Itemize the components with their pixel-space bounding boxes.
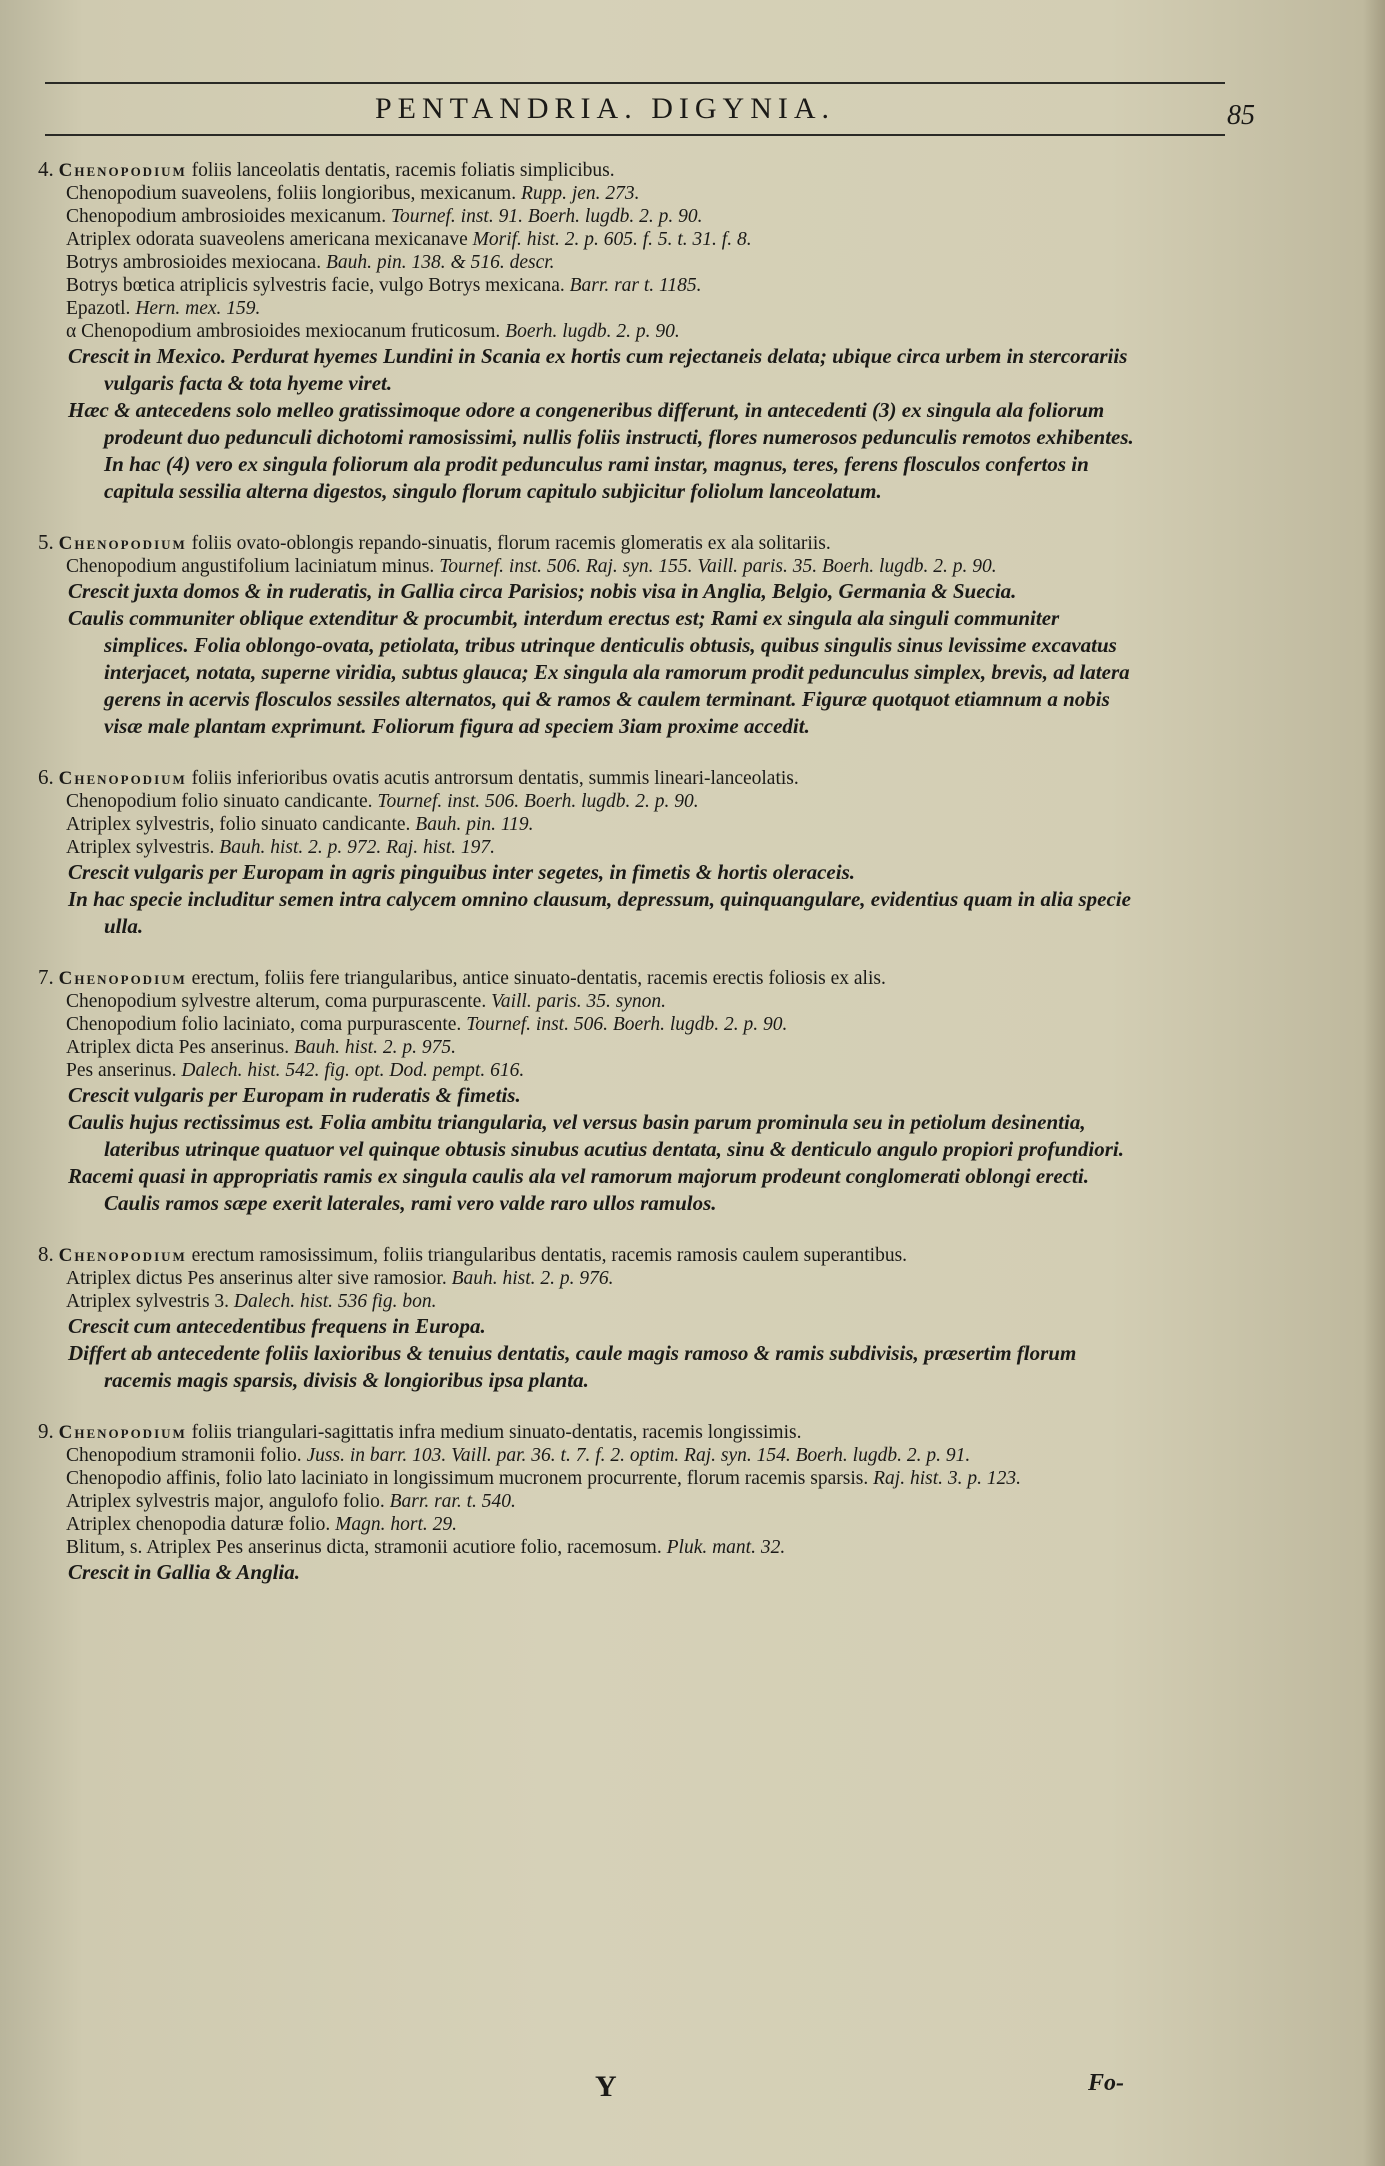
- synonym-line: [66, 1290, 1143, 1313]
- synonym-name: Chenopodium suaveolens, foliis longioribus, mexicanum.: [66, 183, 517, 204]
- species-entry: [38, 1420, 1143, 1586]
- observation-paragraph: Crescit in Mexico. Perdurat hyemes Lundini in Scania ex hortis cum rejectaneis delata; ubique circa urbem in stercorariis vulgaris facta & tota hyeme viret.: [68, 344, 1128, 395]
- synonym-reference: Pluk. mant. 32.: [666, 1537, 786, 1558]
- genus-name: Chenopodium: [58, 768, 187, 789]
- genus-name: Chenopodium: [58, 1422, 187, 1443]
- synonym-line: [66, 182, 1143, 205]
- species-diagnosis: [38, 158, 1143, 182]
- observation-paragraph: Crescit juxta domos & in ruderatis, in Gallia circa Parisios; nobis visa in Anglia, Belgio, Germania & Suecia.: [68, 579, 1017, 603]
- running-header: [45, 70, 1255, 140]
- synonym-reference: Tournef. inst. 506. Raj. syn. 155. Vaill. paris. 35. Boerh. lugdb. 2. p. 90.: [439, 556, 997, 577]
- synonym-line: [66, 1059, 1143, 1082]
- observation-paragraph: Crescit vulgaris per Europam in agris pinguibus inter segetes, in fimetis & hortis oleraceis.: [68, 860, 856, 884]
- synonym-reference: Bauh. hist. 2. p. 975.: [294, 1037, 456, 1058]
- synonym-reference: Vaill. paris. 35. synon.: [491, 991, 667, 1012]
- synonym-line: [66, 790, 1143, 813]
- synonym-reference: Bauh. hist. 2. p. 976.: [451, 1268, 614, 1289]
- synonym-name: Atriplex sylvestris 3.: [66, 1291, 230, 1312]
- species-number: 6.: [38, 765, 54, 789]
- species-number: 9.: [38, 1419, 54, 1443]
- diagnosis-text: erectum ramosissimum, foliis triangularibus dentatis, racemis ramosis caulem superantibus.: [191, 1245, 908, 1266]
- synonym-name: Chenopodium angustifolium laciniatum minus.: [66, 556, 435, 577]
- species-entry: [38, 158, 1143, 505]
- species-number: 5.: [38, 530, 54, 554]
- synonym-name: α Chenopodium ambrosioides mexiocanum fruticosum.: [66, 321, 501, 342]
- synonym-name: Atriplex dicta Pes anserinus.: [66, 1037, 290, 1058]
- synonym-line: [66, 813, 1143, 836]
- synonym-reference: Barr. rar. t. 540.: [389, 1491, 516, 1512]
- diagnosis-text: foliis lanceolatis dentatis, racemis foliatis simplicibus.: [191, 160, 615, 181]
- synonym-reference: Bauh. pin. 119.: [415, 814, 534, 835]
- synonym-line: [66, 990, 1143, 1013]
- signature-mark: Y: [595, 2070, 617, 2103]
- synonym-line: [66, 1036, 1143, 1059]
- species-entry: [38, 1243, 1143, 1394]
- synonym-line: [66, 228, 1143, 251]
- synonym-name: Botrys ambrosioides mexiocana.: [66, 252, 322, 273]
- observation-paragraph: Crescit vulgaris per Europam in ruderatis & fimetis.: [68, 1083, 521, 1107]
- synonym-reference: Raj. hist. 3. p. 123.: [873, 1468, 1021, 1489]
- synonym-name: Atriplex dictus Pes anserinus alter sive ramosior.: [66, 1268, 447, 1289]
- synonym-reference: Bauh. hist. 2. p. 972. Raj. hist. 197.: [219, 837, 495, 858]
- diagnosis-text: foliis triangulari-sagittatis infra medium sinuato-dentatis, racemis longissimis.: [191, 1422, 802, 1443]
- synonym-line: [66, 1267, 1143, 1290]
- synonym-name: Atriplex chenopodia daturæ folio.: [66, 1514, 331, 1535]
- synonym-reference: Morif. hist. 2. p. 605. f. 5. t. 31. f. 8.: [472, 229, 752, 250]
- synonym-name: Blitum, s. Atriplex Pes anserinus dicta, stramonii acutiore folio, racemosum.: [66, 1537, 662, 1558]
- synonym-reference: Boerh. lugdb. 2. p. 90.: [505, 321, 680, 342]
- synonym-line: [66, 205, 1143, 228]
- synonym-name: Chenopodium folio laciniato, coma purpurascente.: [66, 1014, 462, 1035]
- synonym-name: Pes anserinus.: [66, 1060, 177, 1081]
- synonym-name: Atriplex sylvestris, folio sinuato candicante.: [66, 814, 411, 835]
- synonym-name: Atriplex sylvestris major, angulofo folio.: [66, 1491, 385, 1512]
- page-footer: [0, 2070, 1385, 2110]
- genus-name: Chenopodium: [58, 968, 187, 989]
- genus-name: Chenopodium: [58, 1245, 187, 1266]
- observation-paragraph: Caulis hujus rectissimus est. Folia ambitu triangularia, vel versus basin parum prominula seu in petiolum desinentia, lateribus utrinque quatuor vel quinque obtusis sinubus acutius dentata, sinu & denticulo angulo propiori profundiori.: [68, 1110, 1124, 1161]
- synonym-reference: Tournef. inst. 506. Boerh. lugdb. 2. p. 90.: [377, 791, 699, 812]
- species-entry: [38, 531, 1143, 740]
- observation-paragraph: Crescit in Gallia & Anglia.: [68, 1560, 301, 1584]
- synonym-name: Chenopodio affinis, folio lato laciniato in longissimum mucronem procurrente, florum racemis sparsis.: [66, 1468, 869, 1489]
- species-entry: [38, 766, 1143, 940]
- species-diagnosis: [38, 1243, 1143, 1267]
- observation-paragraph: Racemi quasi in appropriatis ramis ex singula caulis ala vel ramorum majorum prodeunt conglomerati oblongi erecti. Caulis ramos sæpe exerit laterales, rami vero valde raro ullos ramulos.: [68, 1164, 1089, 1215]
- synonym-name: Botrys bœtica atriplicis sylvestris facie, vulgo Botrys mexicana.: [66, 275, 565, 296]
- catchword: Fo-: [1088, 2070, 1124, 2096]
- synonym-name: Epazotl.: [66, 298, 131, 319]
- synonym-reference: Juss. in barr. 103. Vaill. par. 36. t. 7. f. 2. optim. Raj. syn. 154. Boerh. lugdb. 2. p. 91.: [306, 1445, 971, 1466]
- synonym-line: [66, 320, 1143, 343]
- synonym-reference: Rupp. jen. 273.: [520, 183, 640, 204]
- genus-name: Chenopodium: [58, 160, 187, 181]
- diagnosis-text: erectum, foliis fere triangularibus, antice sinuato-dentatis, racemis erectis foliosis ex alis.: [191, 968, 886, 989]
- synonym-line: [66, 555, 1143, 578]
- synonym-line: [66, 251, 1143, 274]
- header-rule-top: [45, 82, 1225, 84]
- synonym-reference: Hern. mex. 159.: [135, 298, 261, 319]
- species-diagnosis: [38, 1420, 1143, 1444]
- synonym-reference: Barr. rar t. 1185.: [569, 275, 702, 296]
- page-edge-shadow: [1363, 0, 1385, 2166]
- species-diagnosis: [38, 766, 1143, 790]
- observation-paragraph: Hæc & antecedens solo melleo gratissimoque odore a congeneribus differunt, in antecedenti (3) ex singula ala foliorum prodeunt duo pedunculi dichotomi ramosissimi, nullis foliis instructi, flores numerosos pedunculis remotos exhibentes. In hac (4) vero ex singula foliorum ala prodit pedunculus rami instar, magnus, teres, ferens flosculos confertos in capitula sessilia alterna digestos, singulo florum capitulo subjicitur foliolum lanceolatum.: [68, 398, 1134, 503]
- observation-paragraph: Caulis communiter oblique extenditur & procumbit, interdum erectus est; Rami ex singula ala singuli communiter simplices. Folia oblongo-ovata, petiolata, tribus utrinque denticulis obtusis, quibus singulis sinus levissime excavatus interjacet, notata, superne viridia, subtus glauca; Ex singula ala ramorum prodit pedunculus simplex, brevis, ad latera gerens in acervis flosculos sessiles alternatos, qui & ramos & caulem terminant. Figuræ quotquot etiamnum a nobis visæ male plantam exprimunt. Foliorum figura ad speciem 3iam proxime accedit.: [68, 606, 1130, 738]
- synonym-line: [66, 1467, 1143, 1490]
- species-entry: [38, 966, 1143, 1217]
- synonym-line: [66, 1536, 1143, 1559]
- synonym-line: [66, 1013, 1143, 1036]
- species-list: [38, 158, 1143, 1612]
- synonym-line: [66, 1490, 1143, 1513]
- synonym-name: Atriplex sylvestris.: [66, 837, 215, 858]
- synonym-line: [66, 1444, 1143, 1467]
- synonym-reference: Tournef. inst. 91. Boerh. lugdb. 2. p. 90.: [390, 206, 703, 227]
- synonym-name: Atriplex odorata suaveolens americana mexicanave: [66, 229, 468, 250]
- synonym-line: [66, 297, 1143, 320]
- page-number: 85: [1227, 100, 1255, 131]
- diagnosis-text: foliis ovato-oblongis repando-sinuatis, florum racemis glomeratis ex ala solitariis.: [191, 533, 831, 554]
- species-number: 8.: [38, 1242, 54, 1266]
- synonym-line: [66, 836, 1143, 859]
- species-number: 7.: [38, 965, 54, 989]
- species-diagnosis: [38, 966, 1143, 990]
- synonym-name: Chenopodium folio sinuato candicante.: [66, 791, 373, 812]
- synonym-name: Chenopodium stramonii folio.: [66, 1445, 302, 1466]
- diagnosis-text: foliis inferioribus ovatis acutis antrorsum dentatis, summis lineari-lanceolatis.: [191, 768, 799, 789]
- running-title: PENTANDRIA. DIGYNIA.: [374, 92, 836, 125]
- synonym-reference: Dalech. hist. 542. fig. opt. Dod. pempt. 616.: [181, 1060, 525, 1081]
- synonym-reference: Tournef. inst. 506. Boerh. lugdb. 2. p. 90.: [466, 1014, 788, 1035]
- species-diagnosis: [38, 531, 1143, 555]
- synonym-name: Chenopodium sylvestre alterum, coma purpurascente.: [66, 991, 487, 1012]
- observation-paragraph: Crescit cum antecedentibus frequens in Europa.: [68, 1314, 486, 1338]
- observation-paragraph: Differt ab antecedente foliis laxioribus & tenuius dentatis, caule magis ramoso & ramis subdivisis, præsertim florum racemis magis sparsis, divisis & longioribus ipsa planta.: [68, 1341, 1077, 1392]
- synonym-reference: Magn. hort. 29.: [335, 1514, 458, 1535]
- synonym-line: [66, 274, 1143, 297]
- synonym-name: Chenopodium ambrosioides mexicanum.: [66, 206, 387, 227]
- species-number: 4.: [38, 157, 54, 181]
- synonym-reference: Dalech. hist. 536 fig. bon.: [233, 1291, 437, 1312]
- synonym-reference: Bauh. pin. 138. & 516. descr.: [325, 252, 555, 273]
- header-rule-bottom: [45, 134, 1225, 136]
- observation-paragraph: In hac specie includitur semen intra calycem omnino clausum, depressum, quinquangulare, evidentius quam in alia specie ulla.: [68, 887, 1131, 938]
- genus-name: Chenopodium: [58, 533, 187, 554]
- synonym-line: [66, 1513, 1143, 1536]
